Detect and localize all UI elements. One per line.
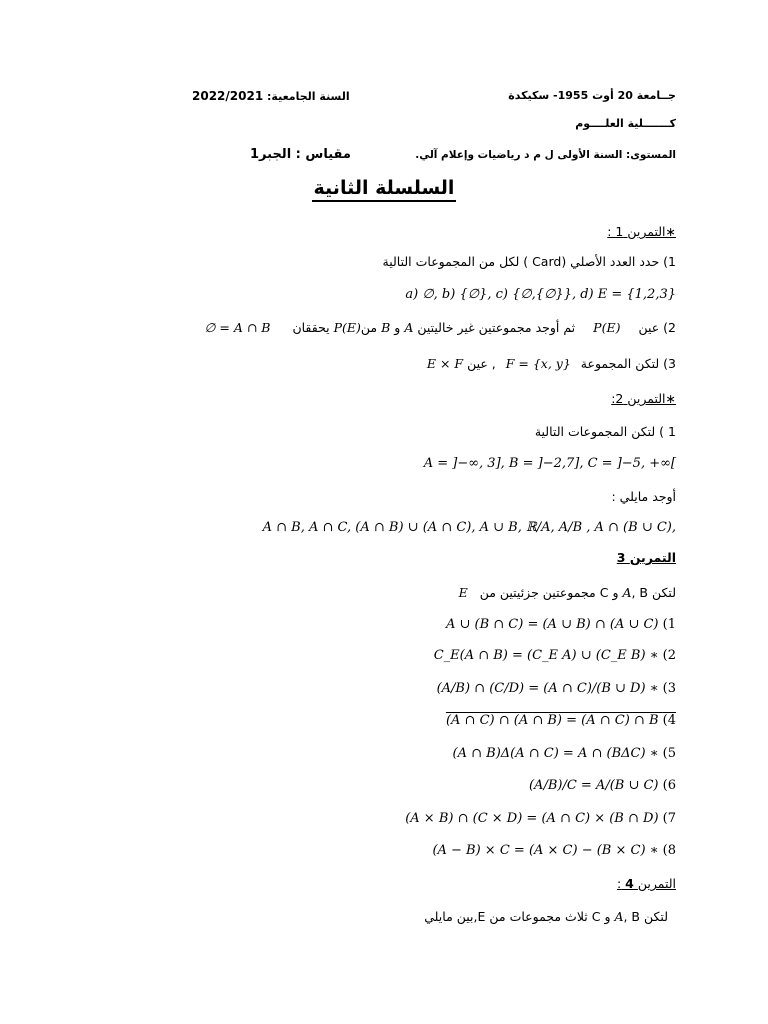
- ex3-item-5-mark: ∗ (5: [649, 746, 676, 761]
- ex3-item-5: [453, 746, 676, 762]
- exercise-1-q2: [205, 320, 677, 335]
- q2-text-from: من: [360, 320, 378, 335]
- q3-math-f: F = {x, y}: [505, 356, 571, 371]
- ex3-item-7-mark: (7: [662, 811, 676, 826]
- q3-text-c: , عين: [467, 356, 496, 371]
- ex3-item-3-formula: (A/B) ∩ (C/D) = (A ∩ C)/(B ∪ D): [436, 681, 646, 696]
- ex4-intro-e: ,بين مايلي: [424, 909, 478, 924]
- q2-math-condition: A ∩ B = ∅: [204, 320, 271, 335]
- q3-math-exf: E × F: [426, 356, 464, 371]
- page-title-text: السلسلة الثانية: [312, 177, 457, 202]
- q2-math-a: A: [404, 320, 414, 335]
- exercise-1-q3: [427, 356, 676, 371]
- q2-text-a: 2) عين: [638, 320, 676, 335]
- academic-year-label: السنة الجامعية:: [267, 90, 350, 103]
- university-name: جــامعة 20 أوت 1955- سكيكدة: [508, 89, 676, 102]
- ex3-item-6-formula: (A/B)/C = A/(B ∪ C): [528, 778, 659, 793]
- exercise-4-heading-num: 4: [625, 876, 634, 891]
- exercise-3-heading-word: التمرين: [629, 550, 676, 565]
- ex3-intro-c: , B و C مجموعتين جزئيتين من: [479, 585, 649, 600]
- ex3-item-8-formula: (A − B) × C = (A × C) − (B × C): [432, 843, 646, 858]
- q2-math-b: B: [381, 320, 391, 335]
- q2-math-pe2: P(E): [333, 320, 361, 335]
- ex3-item-6-mark: (6: [662, 778, 676, 793]
- exercise-4-intro: [424, 909, 668, 924]
- exercise-2-operations: A ∩ B, A ∩ C, (A ∩ B) ∪ (A ∩ C), A ∪ B, ℝ/A, A/B , A ∩ (B ∪ C),: [262, 520, 676, 535]
- ex3-item-3: [437, 681, 676, 697]
- ex3-item-7-formula: (A × B) ∩ (C × D) = (A ∩ C) × (B ∩ D): [405, 811, 659, 826]
- ex3-item-5-formula: (A ∩ B)Δ(A ∩ C) = A ∩ (BΔC): [452, 746, 646, 761]
- exercise-4-heading-word: التمرين: [637, 876, 676, 891]
- ex3-item-2-formula: C_E(A ∩ B) = (C_E A) ∪ (C_E B): [433, 648, 646, 663]
- ex4-intro-math-e: E: [477, 909, 486, 924]
- ex3-item-1-formula: A ∪ (B ∩ C) = (A ∪ B) ∩ (A ∪ C): [445, 617, 659, 632]
- exercise-2-find: أوجد مايلي :: [611, 489, 676, 504]
- exercise-4-heading-colon: :: [616, 876, 622, 891]
- ex3-item-8-mark: ∗ (8: [649, 843, 676, 858]
- exercise-2-q1: 1 ) لتكن المجموعات التالية: [534, 424, 676, 439]
- ex3-item-2: [434, 648, 676, 664]
- academic-year-value: 2022/2021: [192, 89, 264, 103]
- q2-math-pe: P(E): [593, 320, 621, 335]
- exercise-3-heading-num: 3: [616, 550, 626, 565]
- q2-text-and: و: [394, 320, 401, 335]
- exercise-3-heading: [617, 550, 676, 565]
- ex4-intro-c: , B و C ثلاث مجموعات من: [489, 909, 641, 924]
- ex3-item-2-mark: ∗ (2: [649, 648, 676, 663]
- academic-year: [192, 89, 350, 103]
- exercise-2-sets: A = ]−∞, 3], B = ]−2,7], C = ]−5, +∞[: [423, 456, 676, 471]
- ex3-item-3-mark: ∗ (3: [649, 681, 676, 696]
- exercise-1-sets: a) ∅, b) {∅}, c) {∅,{∅}}, d) E = {1,2,3}: [405, 287, 676, 302]
- ex4-intro-math-a: A: [614, 909, 624, 924]
- ex3-item-4: [446, 713, 676, 729]
- q3-text-a: 3) لتكن المجموعة: [580, 356, 676, 371]
- ex3-item-4-formula: (A ∩ C) ∩ (A ∩ B) = (A ∩ C) ∩ B: [445, 713, 659, 728]
- ex3-item-8: [432, 843, 676, 859]
- exercise-2-heading: ∗التمرين 2:: [611, 391, 676, 406]
- module-name: مقياس : الجبر1: [250, 147, 351, 162]
- level-info: المستوى: السنة الأولى ل م د رياضيات وإعلام آلي.: [415, 149, 676, 161]
- page-title: [0, 177, 768, 202]
- ex4-intro-a: لتكن: [644, 909, 668, 924]
- ex3-item-1-mark: (1: [662, 617, 676, 632]
- exercise-1-heading: ∗التمرين 1 :: [607, 224, 676, 239]
- q2-text-satisfy: يحققان: [292, 320, 330, 335]
- ex3-intro-math-a: A: [622, 585, 632, 600]
- ex3-item-4-mark: (4: [662, 713, 676, 728]
- q2-text-c: ثم أوجد مجموعتين غير خاليتين: [417, 320, 576, 335]
- exercise-4-heading: [617, 876, 676, 891]
- exercise-3-intro: [459, 585, 676, 600]
- ex3-item-6: [529, 778, 676, 794]
- exercise-1-q1: 1) حدد العدد الأصلي (Card ) لكل من المجموعات التالية: [382, 254, 676, 269]
- ex3-item-1: [446, 617, 676, 633]
- ex3-intro-a: لتكن: [652, 585, 676, 600]
- faculty-name: كـــــــلية العلــــوم: [575, 117, 676, 130]
- ex3-intro-math-e: E: [458, 585, 468, 600]
- ex3-item-7: [405, 811, 676, 827]
